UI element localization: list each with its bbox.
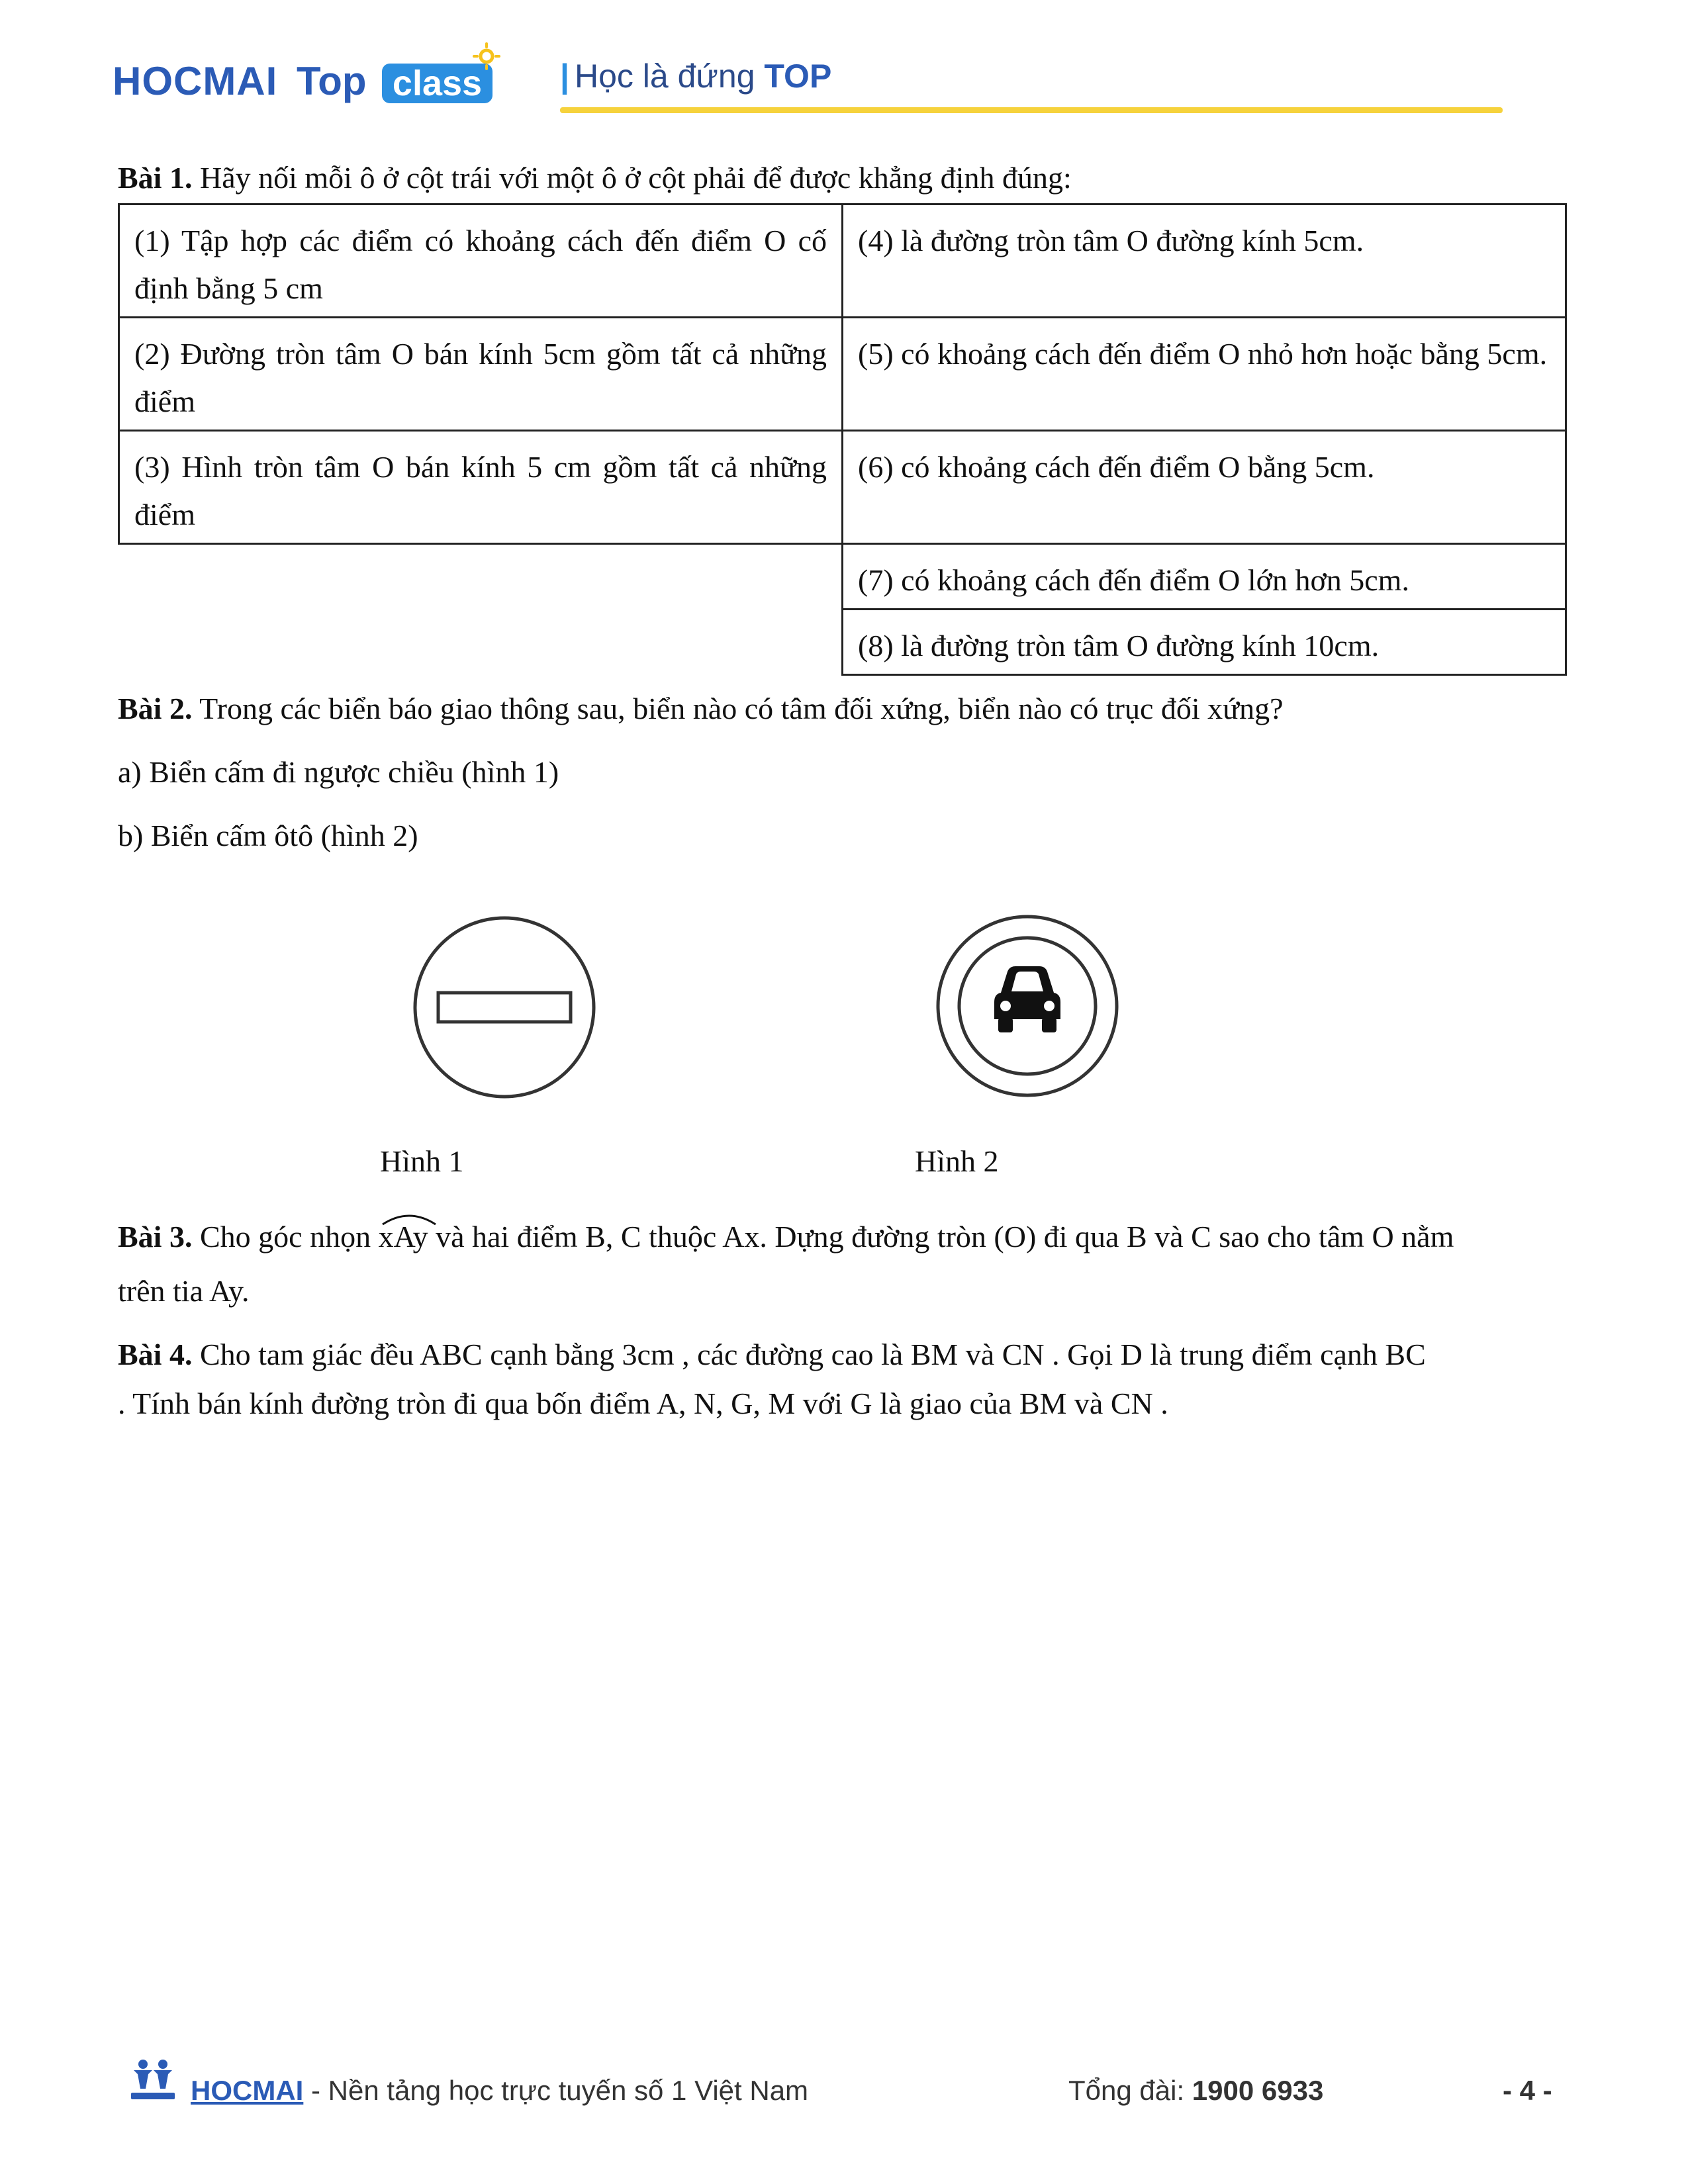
logo-hocmai: HOCMAI [113, 59, 278, 103]
bai1-label: Bài 1. [118, 161, 193, 195]
table-cell-right: (5) có khoảng cách đến điểm O nhỏ hơn hoặc bằng 5cm. [843, 318, 1566, 431]
table-cell-right: (8) là đường tròn tâm O đường kính 10cm. [843, 610, 1566, 675]
bai2-heading: Bài 2. Trong các biển báo giao thông sau, biển nào có tâm đối xứng, biển nào có trục đối xứng? [118, 692, 1284, 725]
bai2-item-b: b) Biển cấm ôtô (hình 2) [118, 819, 418, 852]
footer-brand-link[interactable]: HOCMAI [191, 2075, 304, 2106]
bai3-line1: Bài 3. Cho góc nhọn xAy và hai điểm B, C thuộc Ax. Dựng đường tròn (O) đi qua B và C sao cho tâm O nằm [118, 1216, 1607, 1257]
no-entry-sign-icon [412, 915, 597, 1100]
header-divider [560, 107, 1503, 113]
matching-table [118, 203, 1567, 676]
bai4-line1: Bài 4. Cho tam giác đều ABC cạnh bằng 3cm , các đường cao là BM và CN . Gọi D là trung điểm cạnh BC [118, 1338, 1426, 1371]
table-cell-left: (1) Tập hợp các điểm có khoảng cách đến điểm O cố định bằng 5 cm [119, 205, 843, 318]
sun-icon [473, 42, 500, 70]
bai4-label: Bài 4. [118, 1338, 193, 1371]
footer-brand-line: HOCMAI - Nền tảng học trực tuyến số 1 Việt Nam [191, 2075, 809, 2106]
bai2-label: Bài 2. [118, 692, 193, 725]
page-number: - 4 - [1503, 2075, 1552, 2106]
bai1-heading: Bài 1. Hãy nối mỗi ô ở cột trái với một ô ở cột phải để được khẳng định đúng: [118, 161, 1072, 195]
logo-top: Top [297, 59, 367, 103]
bai3-line2: trên tia Ay. [118, 1274, 250, 1308]
table-cell-right: (6) có khoảng cách đến điểm O bằng 5cm. [843, 431, 1566, 544]
bai3-label: Bài 3. [118, 1220, 193, 1253]
bai4-line2: . Tính bán kính đường tròn đi qua bốn điểm A, N, G, M với G là giao của BM và CN . [118, 1387, 1168, 1420]
hocmai-logo-icon [130, 2058, 176, 2102]
table-cell-left: (2) Đường tròn tâm O bán kính 5cm gồm tất cả những điểm [119, 318, 843, 431]
table-cell-empty [119, 544, 843, 610]
table-cell-left: (3) Hình tròn tâm O bán kính 5 cm gồm tất cả những điểm [119, 431, 843, 544]
no-cars-sign-icon [935, 913, 1120, 1099]
table-cell-right: (4) là đường tròn tâm O đường kính 5cm. [843, 205, 1566, 318]
tagline: | Học là đứng TOP [560, 58, 832, 95]
footer-hotline: Tổng đài: 1900 6933 [1068, 2075, 1324, 2106]
caption-hinh-2: Hình 2 [915, 1144, 999, 1178]
bai2-item-a: a) Biển cấm đi ngược chiều (hình 1) [118, 755, 559, 789]
table-cell-empty [119, 610, 843, 675]
table-cell-right: (7) có khoảng cách đến điểm O lớn hơn 5cm. [843, 544, 1566, 610]
caption-hinh-1: Hình 1 [380, 1144, 464, 1178]
logo-class-badge: class [382, 64, 492, 103]
angle-xay: xAy [379, 1216, 428, 1257]
